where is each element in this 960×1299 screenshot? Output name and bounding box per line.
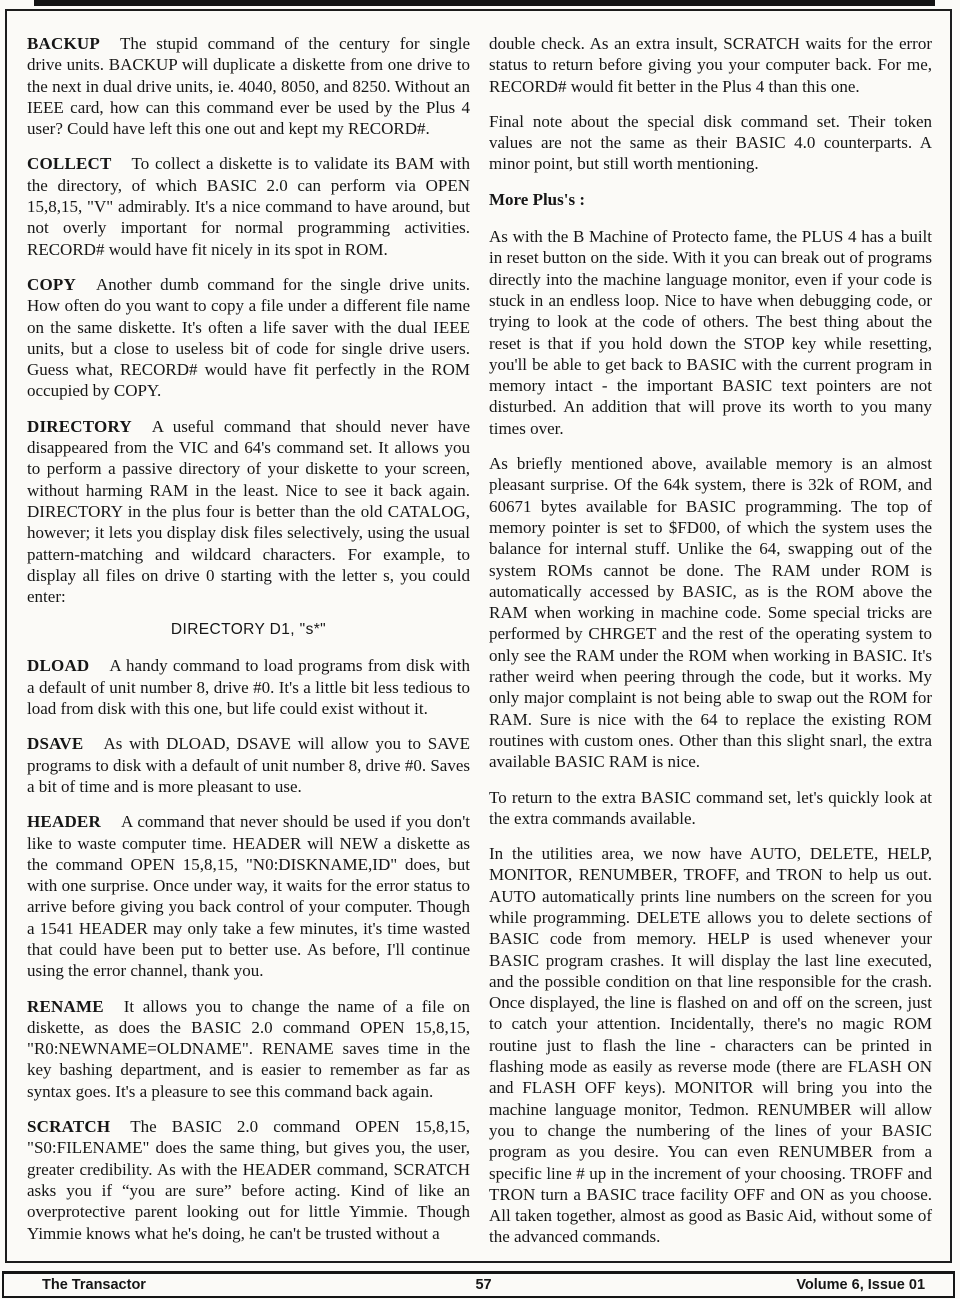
body-paragraph: double check. As an extra insult, SCRATCH waits for the error status to return before giving you your computer back. For me, RECORD# would fit better in the Plus 4 than this one. — [489, 34, 932, 96]
footer-magazine-name: The Transactor — [42, 1277, 146, 1293]
command-term: COPY — [27, 274, 76, 294]
command-body: To collect a diskette is to validate its BAM with the directory, of which BASIC 2.0 can perform via OPEN 15,8,15, "V" admirably. It's a nice command to have around, but not overly important for normal programming activities. RECORD# would have fit nicely in its spot in ROM. — [27, 154, 470, 259]
command-body: Another dumb command for the single drive units. How often do you want to copy a file under a different file name on the same diskette. It's often a life saver with the dual IEEE units, but a close to useless bit of code for single drive users. Guess what, RECORD# would have fit perfectly in the ROM occupied by COPY. — [27, 274, 470, 401]
command-term: BACKUP — [27, 34, 100, 53]
command-entry-rename — [27, 996, 470, 1102]
command-entry-backup — [27, 33, 470, 139]
command-entry-header — [27, 811, 470, 981]
command-entry-scratch — [27, 1116, 470, 1244]
command-term: DIRECTORY — [27, 416, 132, 436]
body-paragraph: To return to the extra BASIC command set, let's quickly look at the extra commands available. — [489, 787, 932, 828]
command-term: SCRATCH — [27, 1117, 111, 1137]
footer-issue-label: Volume 6, Issue 01 — [796, 1277, 926, 1293]
command-body: It allows you to change the name of a file on diskette, as does the BASIC 2.0 command OPEN 15,8,15, "R0:NEWNAME=OLDNAME". RENAME saves time in the key bashing department, and is easier to remember as far as syntax goes. It's a pleasure to see this command back again. — [27, 996, 470, 1101]
article-content-box — [5, 9, 952, 1263]
body-paragraph: As briefly mentioned above, available memory is an almost pleasant surprise. Of the 64k system, there is 32k of ROM, and 60671 bytes available for BASIC programming. The top of memory pointer is set to $FD00, of which the system uses the balance for internal stuff. Unlike the 64, swapping out of the system ROMs cannot be done. The RAM under ROM is automatically accessed by BASIC, as is the ROM above the RAM when working in machine code. Some special tricks are performed by CHRGET and the rest of the operating system to only see the RAM under the ROM when working in BASIC. It's rather weird when peering through the code, but it works. My only major complaint is not being able to swap out the ROM for RAM. Sure is nice with the 64 to replace the existing ROM routines with custom ones. Other than this slight snarl, the extra available BASIC RAM is nice. — [489, 454, 932, 772]
command-entry-collect — [27, 153, 470, 259]
command-term: DSAVE — [27, 734, 84, 754]
command-term: RENAME — [27, 996, 104, 1016]
command-body: A useful command that should never have disappeared from the VIC and 64's command set. It allows you to perform a passive directory of your diskette to your screen, without harming RAM in the least. Nice to see it back again. DIRECTORY in the plus four is better than the old CATALOG, however; it lets you display disk files selectively, using the usual pattern-matching and wildcard characters. For example, to display all files on drive 0 starting with the letter s, you could enter: — [27, 416, 470, 607]
command-entry-dsave — [27, 733, 470, 797]
right-column — [489, 33, 932, 1251]
body-paragraph: As with the B Machine of Protecto fame, the PLUS 4 has a built in reset button on the side. With it you can break out of programs directly into the machine language monitor, even if your code is stuck in an endless loop. Nice to have when debugging code, or trying to look at the code of others. The best thing about the reset is that if you hold down the STOP key while resetting, you'll be able to get back to BASIC with the current program in memory intact - the important BASIC text pointers are not disturbed. An addition that will prove its worth to you many times over. — [489, 227, 932, 438]
command-body: A handy command to load programs from disk with a default of unit number 8, drive #0. It's a little bit less tedious to load from disk with this one, but life could exist without it. — [27, 656, 470, 719]
body-paragraph: In the utilities area, we now have AUTO, DELETE, HELP, MONITOR, RENUMBER, TROFF, and TRON to help us out. AUTO automatically prints line numbers on the screen for you while programming. DELETE allows you to delete sections of BASIC code from memory. HELP is used whenever your BASIC program crashes. It will display the last line executed, and the possible condition on that line responsible for the crash. Once displayed, the line is flashed on and off on the screen, just to catch your attention. Incidentally, there's no magic ROM routine just to flash the line - characters can be printed in flashing mode as easily as reverse mode (there are FLASH ON and FLASH OFF keys). MONITOR will bring you into the machine language monitor, Tedmon. RENUMBER will allow you to change the numbering of the lines of your BASIC program as you desire. You can even RENUMBER from a specific line # up in the increment of your choosing. TROFF and TRON turn a BASIC trace facility OFF and ON as you choose. All taken together, almost as good as Basic Aid, without some of the advanced commands. — [489, 844, 932, 1247]
command-body: A command that never should be used if you don't like to waste computer time. HEADER will NEW a diskette as the command OPEN 15,8,15, "N0:DISKNAME,ID" does, but with one surprise. Once under way, it waits for the error status to arrive before giving you back control of your computer. Though a 1541 HEADER may only take a few minutes, it's time wasted that could have been put to better use. As before, I'll continue using the error channel, thank you. — [27, 812, 470, 981]
command-term: COLLECT — [27, 154, 112, 174]
command-term: HEADER — [27, 812, 101, 832]
command-term: DLOAD — [27, 656, 90, 676]
command-body: The BASIC 2.0 command OPEN 15,8,15, "S0:FILENAME" does the same thing, but gives you, the user, greater credibility. As with the HEADER command, SCRATCH asks you if “you are sure” before acting. Kind of like an overprotective parent looking out for little Yimmie. Though Yimmie knows what he's doing, he can't be trusted without a — [27, 1117, 470, 1243]
command-entry-copy — [27, 274, 470, 402]
command-body: As with DLOAD, DSAVE will allow you to SAVE programs to disk with a default of unit number 8, drive #0. Saves a bit of time and is more pleasant to use. — [27, 734, 470, 796]
command-body: The stupid command of the century for single drive units. BACKUP will duplicate a diskette from one drive to the next in dual drive units, ie. 4040, 8050, and 8250. Without an IEEE card, how can this command ever be used by the Plus 4 user? Could have left this one out and kept my RECORD#. — [27, 34, 470, 139]
command-entry-directory — [27, 416, 470, 608]
top-edge-bar — [34, 0, 935, 6]
section-heading-more-plus: More Plus's : — [489, 189, 586, 209]
command-entry-dload — [27, 655, 470, 719]
directory-example-code: DIRECTORY D1, "s*" — [170, 621, 327, 639]
footer-page-number: 57 — [475, 1277, 492, 1293]
body-paragraph: Final note about the special disk command set. Their token values are not the same as their BASIC 4.0 counterparts. A minor point, but still worth mentioning. — [489, 111, 932, 174]
page-footer — [2, 1271, 955, 1298]
left-column — [27, 33, 470, 1251]
